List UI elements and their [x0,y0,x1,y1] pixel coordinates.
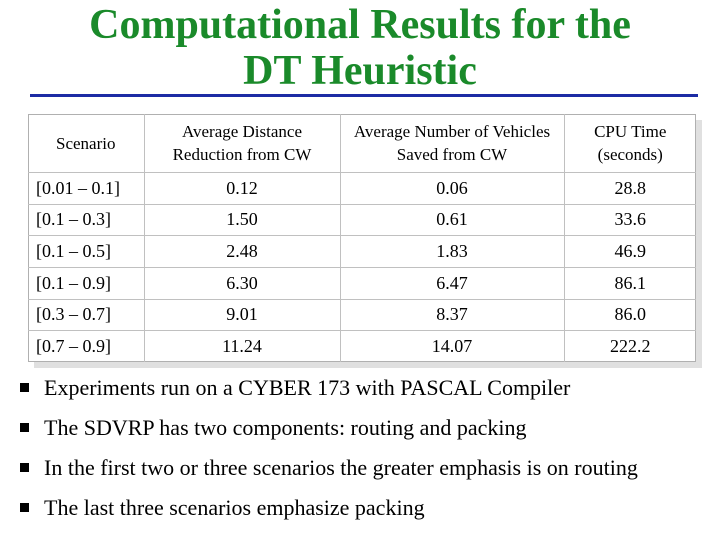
cell-scenario: [0.1 – 0.5] [28,236,144,268]
cell-distance-reduction: 1.50 [144,204,340,236]
list-item [18,368,718,408]
title-underline-rule [30,94,698,97]
table-row [28,236,696,268]
cell-vehicles-saved: 14.07 [340,331,564,362]
cell-scenario: [0.3 – 0.7] [28,299,144,331]
slide-title [0,2,720,94]
list-item [18,448,718,488]
bullet-list [18,368,718,528]
cell-distance-reduction: 0.12 [144,173,340,205]
header-avg-distance-reduction: Average Distance Reduction from CW [144,114,340,173]
table-row [28,204,696,236]
cell-vehicles-saved: 6.47 [340,267,564,299]
cell-scenario: [0.1 – 0.9] [28,267,144,299]
bullet-text: The last three scenarios emphasize packing [44,495,425,520]
square-bullet-icon [20,463,29,472]
cell-distance-reduction: 2.48 [144,236,340,268]
results-table [28,114,696,362]
square-bullet-icon [20,383,29,392]
bullet-text: The SDVRP has two components: routing and packing [44,415,527,440]
cell-cpu-time: 33.6 [564,204,696,236]
cell-scenario: [0.1 – 0.3] [28,204,144,236]
square-bullet-icon [20,423,29,432]
cell-cpu-time: 46.9 [564,236,696,268]
cell-vehicles-saved: 0.06 [340,173,564,205]
table-header-row [28,114,696,173]
cell-vehicles-saved: 1.83 [340,236,564,268]
header-cpu-time: CPU Time (seconds) [564,114,696,173]
slide-title-line-2: DT Heuristic [243,48,477,94]
cell-distance-reduction: 9.01 [144,299,340,331]
square-bullet-icon [20,503,29,512]
cell-scenario: [0.7 – 0.9] [36,336,111,357]
list-item [18,488,718,528]
bullet-text: In the first two or three scenarios the greater emphasis is on routing [44,455,638,480]
table-row [28,173,696,205]
header-avg-vehicles-saved: Average Number of Vehicles Saved from CW [340,114,564,173]
cell-cpu-time: 28.8 [564,173,696,205]
cell-distance-reduction: 11.24 [144,331,340,362]
list-item [18,408,718,448]
cell-vehicles-saved: 0.61 [340,204,564,236]
table-row [28,331,696,362]
table-row [28,299,696,331]
header-scenario: Scenario [28,114,144,173]
bullet-text: Experiments run on a CYBER 173 with PASCAL Compiler [44,375,571,400]
cell-cpu-time: 222.2 [564,331,696,362]
cell-distance-reduction: 6.30 [144,267,340,299]
table-row [28,267,696,299]
slide-title-line-1: Computational Results for the [89,2,631,48]
cell-vehicles-saved: 8.37 [340,299,564,331]
cell-cpu-time: 86.0 [564,299,696,331]
cell-scenario: [0.01 – 0.1] [28,173,144,205]
cell-cpu-time: 86.1 [564,267,696,299]
